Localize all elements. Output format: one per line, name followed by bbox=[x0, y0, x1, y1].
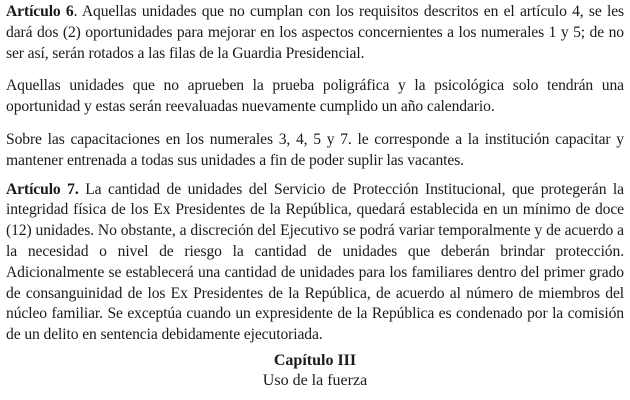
chapter-subtitle: Uso de la fuerza bbox=[262, 372, 368, 389]
chapter-heading bbox=[0, 351, 630, 391]
document-body bbox=[6, 2, 624, 346]
paragraph-polygraph bbox=[6, 76, 624, 118]
chapter-title: Capítulo III bbox=[273, 352, 357, 369]
polygraph-text: Aquellas unidades que no aprueben la prueba poligráfica y la psicológica solo tendrán una oportunidad y estas serán reevaluadas nuevamente cumplido un año calendario. bbox=[6, 77, 624, 116]
article-6-label: Artículo 6 bbox=[6, 3, 74, 20]
article-7-text: La cantidad de unidades del Servicio de Protección Institucional, que protegerán la integridad física de los Ex Presidentes de la República, quedará establecida en un mínimo de doce (12) unidades. No obstante, a discreción del Ejecutivo se podrá variar temporalmente y de acuerdo a la necesidad o nivel de riesgo la cantidad de unidades que deberán brindar protección. Adicionalmente se establecerá una cantidad de unidades para los familiares dentro del primer grado de consanguinidad de los Ex Presidentes de la República, de acuerdo al número de miembros del núcleo familiar. Se exceptúa cuando un expresidente de la República es condenado por la comisión de un delito en sentencia debidamente ejecutoriada. bbox=[6, 180, 624, 344]
paragraph-training bbox=[6, 130, 624, 172]
article-6-text: . Aquellas unidades que no cumplan con los requisitos descritos en el artículo 4, se les dará dos (2) oportunidades para mejorar en los aspectos concernientes a los numerales 1 y 5; de no ser así, serán rotados a las filas de la Guardia Presidencial. bbox=[6, 3, 624, 62]
paragraph-article-6 bbox=[6, 2, 624, 64]
article-7-label: Artículo 7. bbox=[6, 180, 79, 198]
paragraph-article-7 bbox=[6, 180, 624, 346]
training-text: Sobre las capacitaciones en los numerales 3, 4, 5 y 7. le corresponde a la institución capacitar y mantener entrenada a todas sus unidades a fin de poder suplir las vacantes. bbox=[6, 130, 624, 169]
